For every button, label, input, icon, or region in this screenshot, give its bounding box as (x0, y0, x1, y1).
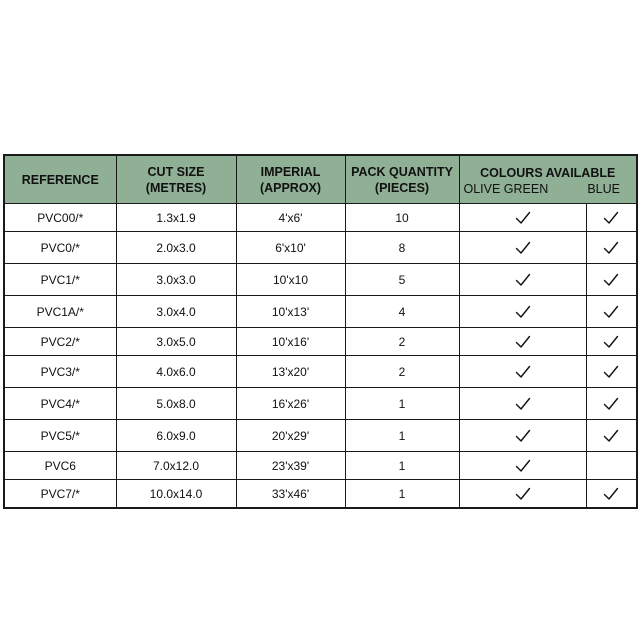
cell-blue (586, 356, 637, 388)
cell-reference: PVC1A/* (4, 296, 116, 328)
header-cut-size (116, 155, 236, 204)
cell-olive-green (459, 356, 586, 388)
cell-cut-size: 5.0x8.0 (116, 388, 236, 420)
cell-pack-quantity: 1 (345, 480, 459, 509)
check-icon (515, 429, 531, 443)
cell-olive-green (459, 388, 586, 420)
cell-blue (586, 264, 637, 296)
cell-blue (586, 420, 637, 452)
check-icon (515, 397, 531, 411)
cell-blue (586, 204, 637, 232)
header-cut-size-line1: CUT SIZE (147, 164, 205, 179)
cell-imperial: 10'x13' (236, 296, 345, 328)
cell-reference: PVC7/* (4, 480, 116, 509)
header-row (4, 155, 637, 204)
cell-imperial: 10'x10 (236, 264, 345, 296)
cell-olive-green (459, 420, 586, 452)
table-row (4, 420, 637, 452)
check-icon (515, 211, 531, 225)
table-body (4, 204, 637, 509)
cell-reference: PVC2/* (4, 328, 116, 356)
cell-imperial: 16'x26' (236, 388, 345, 420)
header-imperial (236, 155, 345, 204)
cell-olive-green (459, 328, 586, 356)
cell-imperial: 6'x10' (236, 232, 345, 264)
check-icon (603, 335, 619, 349)
cell-olive-green (459, 296, 586, 328)
cell-cut-size: 6.0x9.0 (116, 420, 236, 452)
cell-reference: PVC0/* (4, 232, 116, 264)
header-imperial-line2: (APPROX) (259, 180, 322, 195)
cell-reference: PVC6 (4, 452, 116, 480)
cell-olive-green (459, 204, 586, 232)
check-icon (515, 241, 531, 255)
cell-reference: PVC00/* (4, 204, 116, 232)
cell-blue (586, 328, 637, 356)
cell-blue (586, 452, 637, 480)
header-colour-olive: OLIVE GREEN (463, 181, 549, 196)
cell-blue (586, 296, 637, 328)
table-row (4, 388, 637, 420)
table-row (4, 356, 637, 388)
table-row (4, 204, 637, 232)
header-colour-subheads (460, 181, 637, 197)
cell-cut-size: 7.0x12.0 (116, 452, 236, 480)
check-icon (515, 487, 531, 501)
cell-reference: PVC1/* (4, 264, 116, 296)
cell-cut-size: 10.0x14.0 (116, 480, 236, 509)
cell-reference: PVC5/* (4, 420, 116, 452)
cell-cut-size: 2.0x3.0 (116, 232, 236, 264)
cell-imperial: 20'x29' (236, 420, 345, 452)
cell-cut-size: 4.0x6.0 (116, 356, 236, 388)
table-row (4, 452, 637, 480)
cell-imperial: 4'x6' (236, 204, 345, 232)
check-icon (515, 273, 531, 287)
cell-olive-green (459, 452, 586, 480)
cell-pack-quantity: 1 (345, 420, 459, 452)
cell-pack-quantity: 1 (345, 452, 459, 480)
header-reference-label: REFERENCE (21, 172, 99, 187)
cell-pack-quantity: 1 (345, 388, 459, 420)
cell-olive-green (459, 480, 586, 509)
header-colour-blue: BLUE (587, 181, 620, 196)
cell-reference: PVC3/* (4, 356, 116, 388)
check-icon (515, 459, 531, 473)
cell-cut-size: 1.3x1.9 (116, 204, 236, 232)
check-icon (603, 241, 619, 255)
cell-pack-quantity: 2 (345, 328, 459, 356)
check-icon (603, 273, 619, 287)
header-pack-line2: (PIECES) (374, 180, 430, 195)
cell-reference: PVC4/* (4, 388, 116, 420)
header-colours-available (459, 155, 637, 204)
cell-cut-size: 3.0x3.0 (116, 264, 236, 296)
cell-blue (586, 480, 637, 509)
check-icon (603, 397, 619, 411)
table-header (4, 155, 637, 204)
cell-cut-size: 3.0x4.0 (116, 296, 236, 328)
table-row (4, 232, 637, 264)
check-icon (515, 305, 531, 319)
cell-pack-quantity: 10 (345, 204, 459, 232)
check-icon (515, 365, 531, 379)
table-row (4, 328, 637, 356)
header-pack-quantity (345, 155, 459, 204)
check-icon (603, 487, 619, 501)
cell-imperial: 13'x20' (236, 356, 345, 388)
cell-pack-quantity: 8 (345, 232, 459, 264)
header-imperial-line1: IMPERIAL (260, 164, 321, 179)
table-row (4, 480, 637, 509)
cell-blue (586, 388, 637, 420)
header-colours-title: COLOURS AVAILABLE (480, 165, 616, 180)
cell-olive-green (459, 264, 586, 296)
cell-pack-quantity: 5 (345, 264, 459, 296)
check-icon (603, 429, 619, 443)
check-icon (603, 211, 619, 225)
product-spec-table (3, 154, 638, 509)
header-cut-size-line2: (METRES) (145, 180, 207, 195)
check-icon (603, 305, 619, 319)
cell-pack-quantity: 2 (345, 356, 459, 388)
check-icon (515, 335, 531, 349)
cell-olive-green (459, 232, 586, 264)
check-icon (603, 365, 619, 379)
cell-imperial: 23'x39' (236, 452, 345, 480)
cell-imperial: 33'x46' (236, 480, 345, 509)
cell-cut-size: 3.0x5.0 (116, 328, 236, 356)
table-row (4, 264, 637, 296)
header-pack-line1: PACK QUANTITY (351, 164, 453, 179)
table-row (4, 296, 637, 328)
cell-pack-quantity: 4 (345, 296, 459, 328)
cell-imperial: 10'x16' (236, 328, 345, 356)
header-reference (4, 155, 116, 204)
cell-blue (586, 232, 637, 264)
